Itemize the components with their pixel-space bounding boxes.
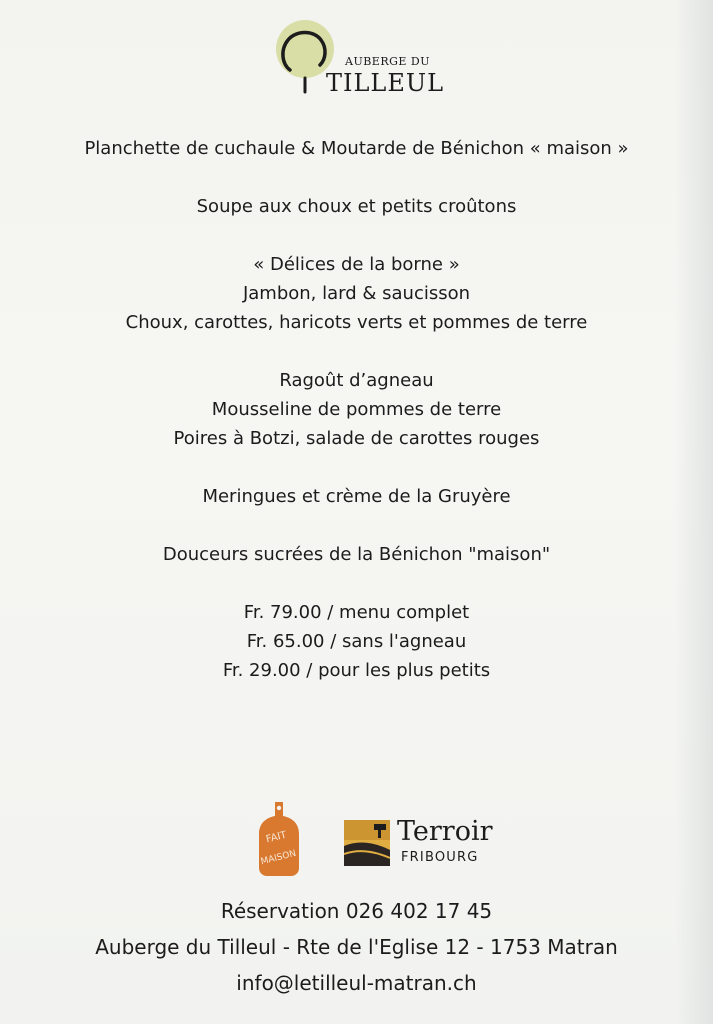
price-line: Fr. 79.00 / menu complet [243, 602, 470, 623]
terroir-landscape-icon [344, 820, 390, 866]
course-4 [0, 366, 713, 453]
course-2 [0, 192, 713, 221]
terroir-title: Terroir [397, 816, 493, 847]
course-4-line-2: Mousseline de pommes de terre [211, 399, 502, 420]
course-4-line-1: Ragoût d’agneau [279, 370, 434, 391]
course-1-line-1: Planchette de cuchaule & Moutarde de Bénichon « maison » [84, 138, 629, 159]
course-3-line-1: « Délices de la borne » [253, 254, 460, 275]
course-3 [0, 250, 713, 337]
course-6 [0, 540, 713, 569]
logo-text-line1: AUBERGE DU [345, 55, 431, 68]
course-5 [0, 482, 713, 511]
course-3-line-2: Jambon, lard & saucisson [242, 283, 471, 304]
price-list [0, 598, 713, 685]
course-5-line-1: Meringues et crème de la Gruyère [202, 486, 511, 507]
course-1 [0, 134, 713, 163]
menu-list [0, 134, 713, 685]
email-address: info@letilleul-matran.ch [236, 971, 477, 995]
course-6-line-1: Douceurs sucrées de la Bénichon "maison" [162, 544, 551, 565]
auberge-logo [276, 20, 452, 102]
course-2-line-1: Soupe aux choux et petits croûtons [196, 196, 517, 217]
fait-maison-line1: FAIT [265, 829, 288, 846]
terroir-subtitle: FRIBOURG [401, 850, 479, 865]
fait-maison-badge [256, 800, 302, 878]
address-line: Auberge du Tilleul - Rte de l'Eglise 12 - 1753 Matran [95, 935, 618, 959]
price-line: Fr. 29.00 / pour les plus petits [222, 660, 491, 681]
fait-maison-line2: MAISON [259, 848, 298, 868]
logo-text-line2: TILLEUL [326, 69, 445, 97]
cutting-board-icon [256, 800, 302, 878]
contact-footer [0, 893, 713, 1001]
price-line: Fr. 65.00 / sans l'agneau [246, 631, 467, 652]
terroir-fribourg-badge [344, 818, 514, 868]
course-3-line-3: Choux, carottes, haricots verts et pommes de terre [125, 312, 588, 333]
reservation-phone: Réservation 026 402 17 45 [220, 899, 493, 923]
course-4-line-3: Poires à Botzi, salade de carottes rouges [173, 428, 540, 449]
